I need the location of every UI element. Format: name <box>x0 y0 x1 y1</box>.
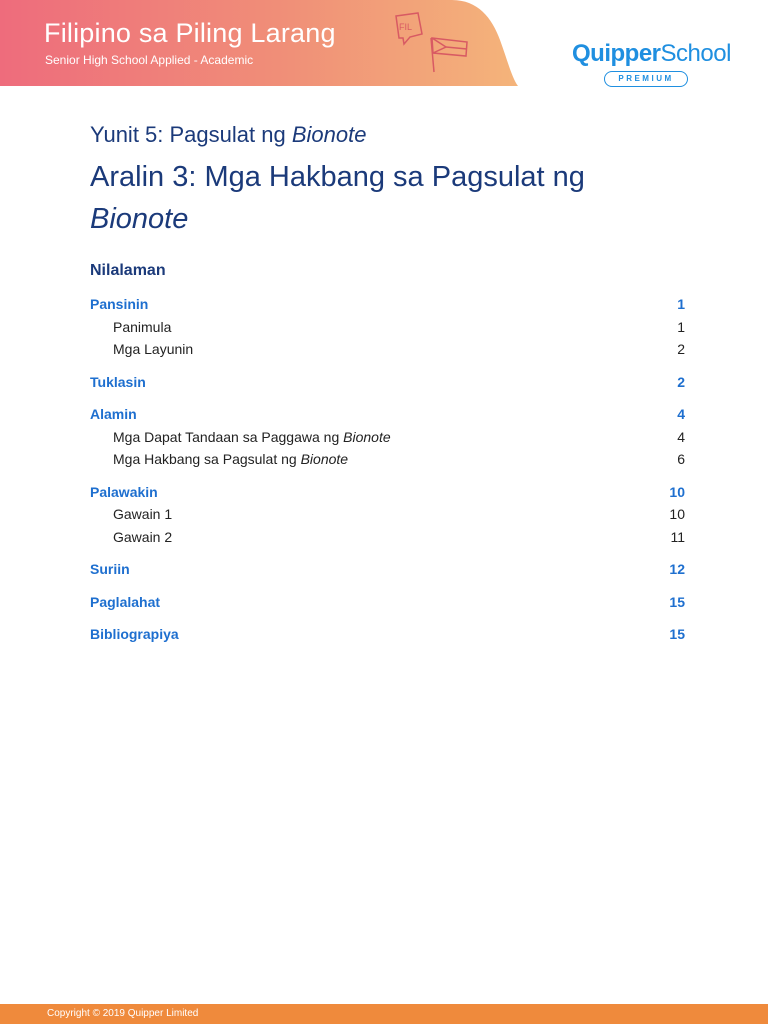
toc-subentry-title: Gawain 1 <box>113 506 173 522</box>
table-of-contents <box>90 296 685 659</box>
toc-entry-palawakin[interactable] <box>90 484 685 507</box>
header-banner <box>0 0 768 86</box>
toc-entry-title: Palawakin <box>90 483 158 500</box>
toc-entry-tuklasin[interactable] <box>90 374 685 397</box>
lesson-title-italic: Bionote <box>90 203 189 235</box>
toc-subentry-title: Panimula <box>113 318 172 335</box>
quipper-school-logo <box>572 40 732 88</box>
toc-entry-title: Tuklasin <box>90 373 146 390</box>
toc-entry-page: 15 <box>669 593 685 610</box>
toc-subentry-title: Gawain 2 <box>113 528 173 545</box>
toc-subentry-italic: Bionote <box>343 428 391 445</box>
toc-subentry-panimula[interactable] <box>90 319 685 342</box>
toc-entry-page: 1 <box>677 296 685 312</box>
toc-section <box>90 626 685 649</box>
page-footer <box>0 1004 768 1024</box>
toc-entry-suriin[interactable] <box>90 561 685 584</box>
toc-section <box>90 484 685 552</box>
toc-subentry-page: 10 <box>669 506 685 522</box>
unit-title-text: Yunit 5: Pagsulat ng <box>90 122 292 147</box>
toc-entry-title: Bibliograpiya <box>90 626 179 642</box>
toc-subentry-page: 2 <box>677 341 685 357</box>
course-title: Filipino sa Piling Larang <box>44 18 336 48</box>
premium-badge: PREMIUM <box>604 71 688 87</box>
toc-subentry-mga-layunin[interactable] <box>90 341 685 364</box>
toc-section <box>90 561 685 584</box>
toc-subentry-gawain-2[interactable] <box>90 529 685 552</box>
toc-section <box>90 594 685 617</box>
toc-entry-paglalahat[interactable] <box>90 594 685 617</box>
toc-entry-page: 10 <box>669 483 685 500</box>
toc-subentry-gawain-1[interactable] <box>90 506 685 529</box>
toc-subentry-page: 1 <box>677 318 685 335</box>
lesson-title-text: Aralin 3: Mga Hakbang sa Pagsulat ng <box>90 161 585 193</box>
toc-subentry-page: 11 <box>670 528 685 545</box>
lesson-title <box>90 156 650 240</box>
toc-entry-page: 15 <box>669 626 685 642</box>
copyright-text: Copyright © 2019 Quipper Limited <box>47 1008 199 1019</box>
toc-entry-title: Alamin <box>90 406 137 422</box>
toc-subentry-page: 4 <box>677 428 685 445</box>
course-subtitle: Senior High School Applied - Academic <box>45 53 254 67</box>
toc-subentry-title <box>113 451 348 467</box>
toc-entry-title: Suriin <box>90 561 130 577</box>
toc-entry-page: 12 <box>669 561 685 577</box>
toc-entry-title: Pansinin <box>90 296 149 312</box>
logo-wordmark <box>572 40 731 68</box>
toc-entry-page: 4 <box>677 406 685 422</box>
toc-subentry-page: 6 <box>677 451 685 467</box>
toc-entry-bibliograpiya[interactable] <box>90 626 685 649</box>
toc-subentry-mga-hakbang[interactable] <box>90 451 685 474</box>
toc-subentry-mga-dapat-tandaan[interactable] <box>90 429 685 452</box>
toc-entry-page: 2 <box>677 373 685 390</box>
toc-entry-pansinin[interactable] <box>90 296 685 319</box>
toc-entry-title: Paglalahat <box>90 593 161 610</box>
toc-subentry-title <box>113 429 391 445</box>
logo-word-school: School <box>660 40 731 67</box>
unit-title-italic: Bionote <box>291 122 367 147</box>
toc-subentry-italic: Bionote <box>300 451 349 467</box>
toc-section <box>90 296 685 364</box>
unit-title <box>90 122 366 148</box>
toc-heading: Nilalaman <box>90 262 166 279</box>
fil-badge-text: FIL <box>399 22 413 32</box>
toc-subentry-text: Mga Hakbang sa Pagsulat ng <box>113 451 301 467</box>
logo-word-quipper: Quipper <box>572 40 661 67</box>
toc-section <box>90 374 685 397</box>
toc-subentry-text: Mga Dapat Tandaan sa Paggawa ng <box>113 428 344 445</box>
toc-entry-alamin[interactable] <box>90 406 685 429</box>
toc-subentry-title: Mga Layunin <box>113 341 194 357</box>
toc-section <box>90 406 685 474</box>
